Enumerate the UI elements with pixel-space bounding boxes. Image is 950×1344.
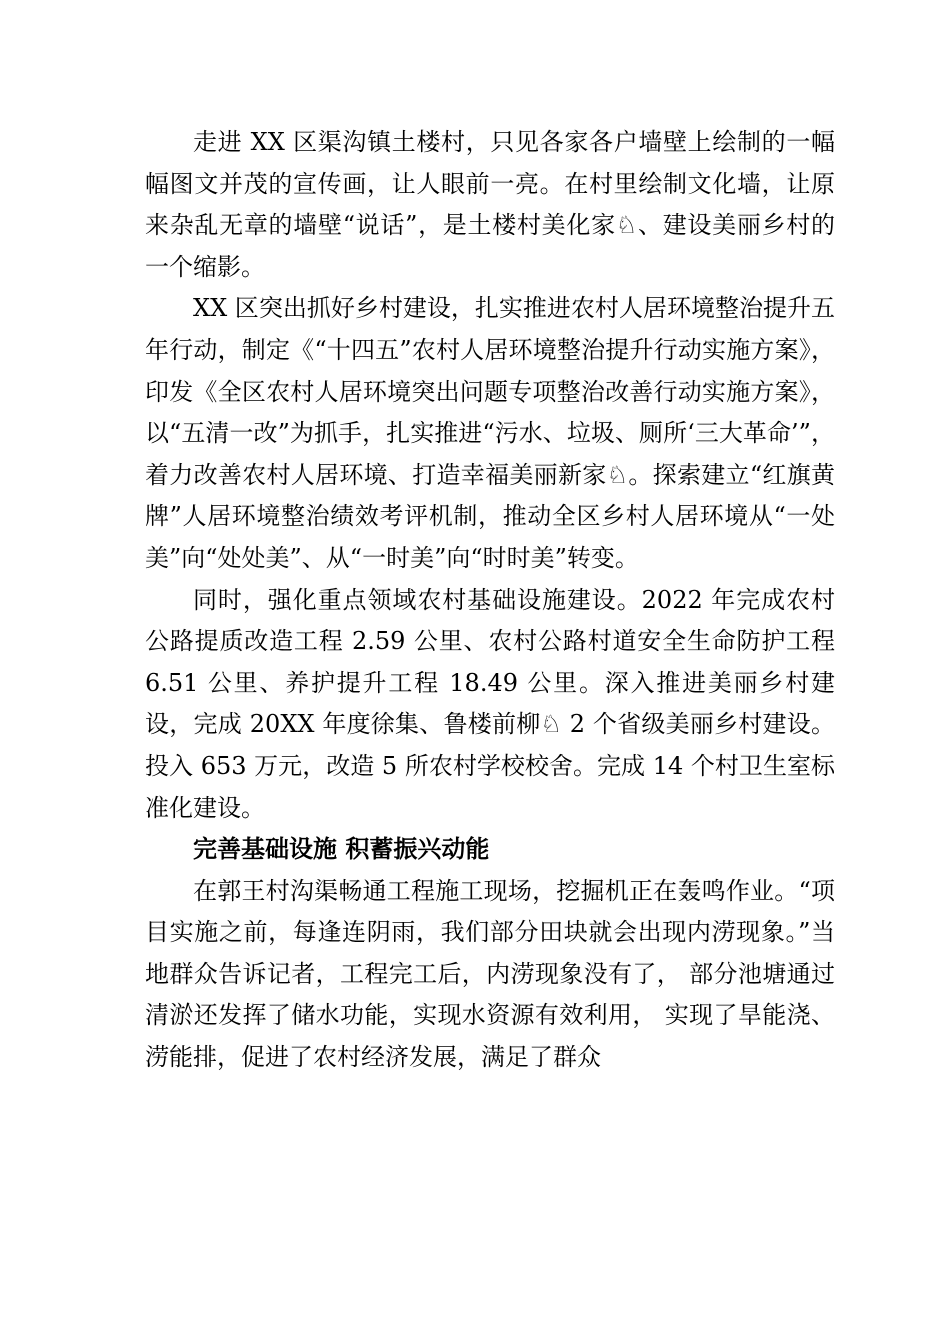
paragraph-4: 在郭王村沟渠畅通工程施工现场，挖掘机正在轰鸣作业。“项目实施之前，每逢连阴雨，我们部分田块就会出现内涝现象。”当地群众告诉记者，工程完工后，内涝现象没有了， 部分池塘通过清淤还发挥了储水功能，实现水资源有效利用， 实现了旱能浇、涝能排，促进了农村经济发展，满足了群众 (145, 876, 835, 1072)
section-heading: 完善基础设施 积蓄振兴动能 (193, 835, 490, 864)
paragraph-1: 走进 XX 区渠沟镇土楼村，只见各家各户墙壁上绘制的一幅幅图文并茂的宣传画，让人眼前一亮。在村里绘制文化墙，让原来杂乱无章的墙壁“说话”，是土楼村美化家♘、建设美丽乡村的一个缩影。 (145, 128, 835, 281)
paragraph-2: XX 区突出抓好乡村建设，扎实推进农村人居环境整治提升五年行动，制定《“十四五”农村人居环境整治提升行动实施方案》，印发《全区农村人居环境突出问题专项整治改善行动实施方案》，以“五清一改”为抓手，扎实推进“污水、垃圾、厕所‘三大革命’”，着力改善农村人居环境、打造幸福美丽新家♘。探索建立“红旗黄牌”人居环境整治绩效考评机制，推动全区乡村人居环境从“一处美”向“处处美”、从“一时美”向“时时美”转变。 (145, 294, 835, 572)
paragraph-3: 同时，强化重点领域农村基础设施建设。2022 年完成农村公路提质改造工程 2.59 公里、农村公路村道安全生命防护工程 6.51 公里、养护提升工程 18.49 公里。深入推进美丽乡村建设，完成 20XX 年度徐集、鲁楼前柳♘ 2 个省级美丽乡村建设。 投入 653 万元，改造 5 所农村学校校舍。完成 14 个村卫生室标准化建设。 (145, 585, 835, 822)
document-body (145, 122, 835, 1079)
